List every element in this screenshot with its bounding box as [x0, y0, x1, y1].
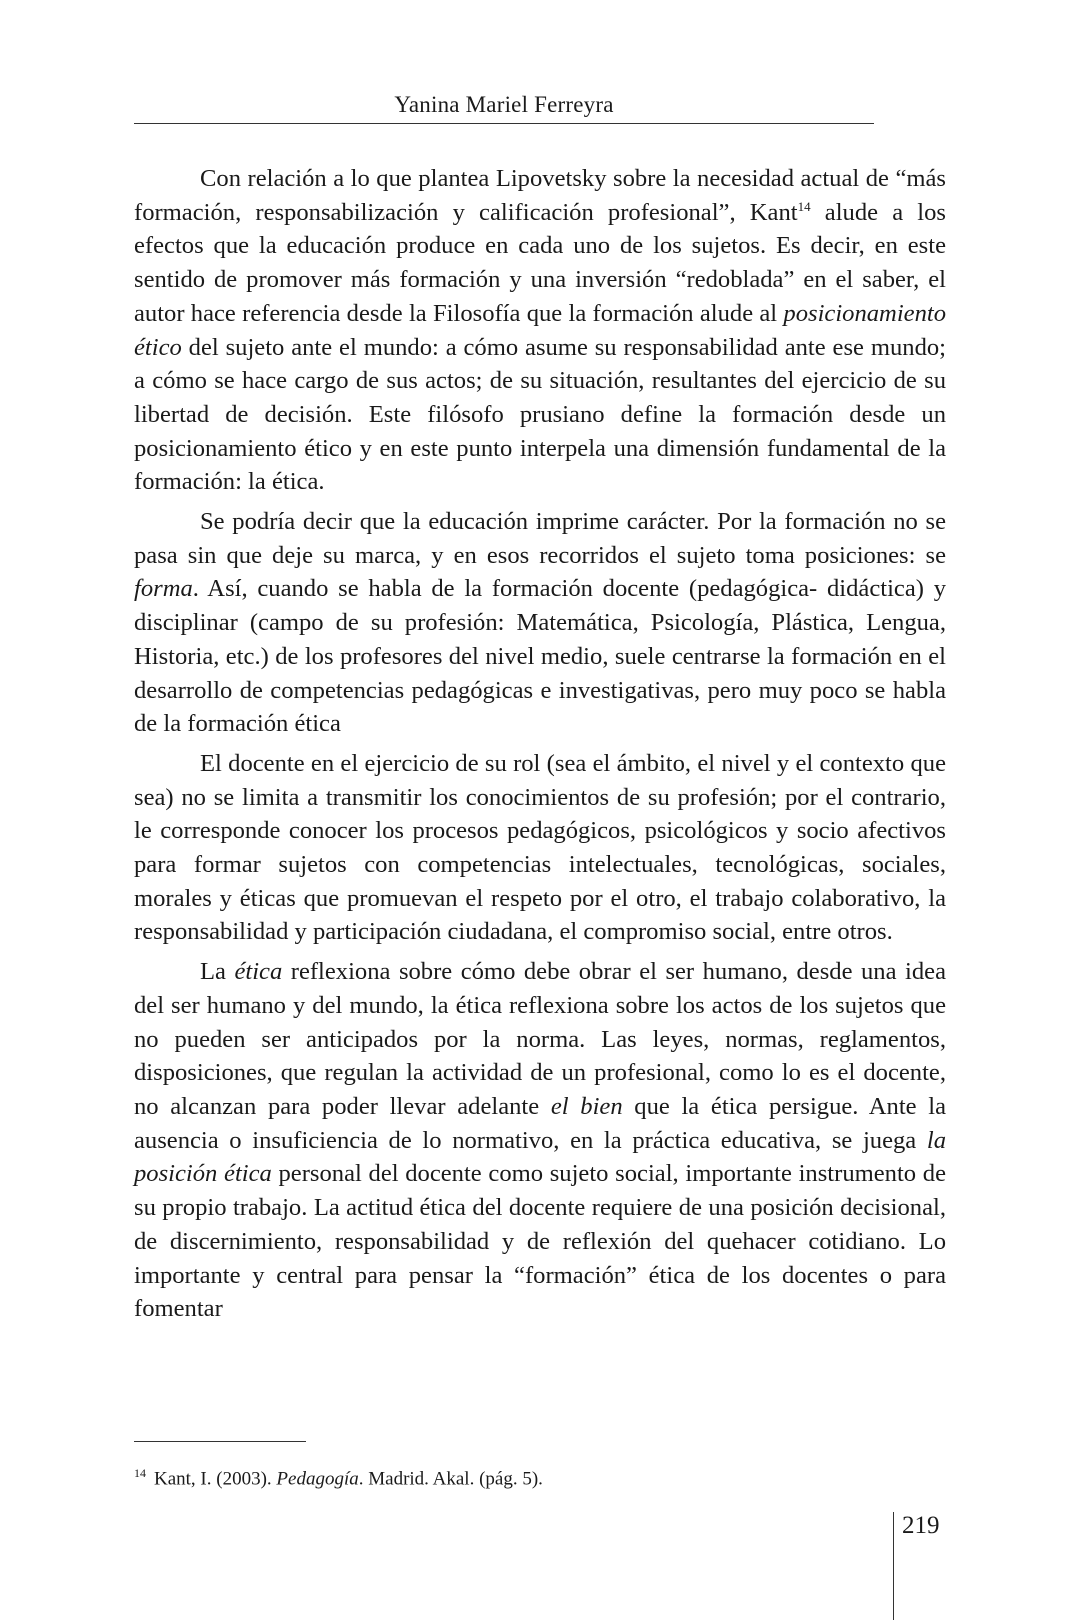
header-rule	[134, 123, 874, 124]
emphasis-forma: forma	[134, 575, 193, 603]
emphasis-posicionamiento-etico: posicionamiento ético	[134, 299, 946, 361]
footnote-text: . Madrid. Akal. (pág. 5).	[358, 1468, 543, 1490]
page-number: 219	[902, 1512, 940, 1539]
text-segment: reflexiona sobre cómo debe obrar el ser humano, desde una idea del ser humano y del mundo, la ética reflexiona sobre los actos de los sujetos que no pueden ser anticipados por la norma. Las leyes, normas, reglamentos, disposiciones, que regulan la actividad de un profesional, como lo es el docente, no alcanzan para poder llevar adelante	[134, 958, 946, 1120]
emphasis-la-posicion-etica: la posición ética	[134, 1126, 946, 1188]
emphasis-el-bien: el bien	[550, 1092, 623, 1120]
footnote-rule	[134, 1441, 306, 1442]
body-text	[134, 162, 946, 1332]
running-header: Yanina Mariel Ferreyra	[394, 92, 614, 117]
text-segment: La	[200, 958, 235, 986]
footnote-title: Pedagogía	[276, 1468, 359, 1490]
text-segment: El docente en el ejercicio de su rol (sea el ámbito, el nivel y el contexto que sea) no se limita a transmitir los conocimientos de su profesión; por el contrario, le corresponde conocer los procesos pedagógicos, psicológicos y socio afectivos para formar sujetos con competencias intelectuales, tecnológicas, sociales, morales y éticas que promuevan el respeto por el otro, el trabajo colaborativo, la responsabilidad y participación ciudadana, el compromiso social, entre otros.	[134, 749, 946, 946]
text-segment: alude a los efectos que la educación produce en cada uno de los sujetos. Es decir, en este sentido de promover más formación y una inversión “redoblada” en el saber, el autor hace referencia desde la Filosofía que la formación alude al	[134, 198, 947, 327]
footnote	[134, 1466, 946, 1490]
paragraph-4	[134, 955, 946, 1326]
footnote-text: Kant, I. (2003).	[154, 1468, 277, 1490]
text-segment: Se podría decir que la educación imprime carácter. Por la formación no se pasa sin que deje su marca, y en esos recorridos el sujeto toma posiciones: se	[134, 508, 946, 569]
paragraph-3	[134, 747, 946, 949]
footnote-reference: 14	[797, 198, 811, 214]
paragraph-1	[134, 162, 946, 499]
page-number-divider	[893, 1512, 894, 1620]
footnote-number: 14	[134, 1466, 146, 1480]
text-segment: que la ética persigue. Ante la ausencia o insuficiencia de lo normativo, en la práctica educativa, se juega	[134, 1092, 946, 1154]
text-segment: Con relación a lo que plantea Lipovetsky sobre la necesidad actual de “más formación, responsabilización y calificación profesional”, Kant	[134, 165, 946, 226]
text-segment: . Así, cuando se habla de la formación docente (pedagógica- didáctica) y disciplinar (campo de su profesión: Matemática, Psicología, Plástica, Lengua, Historia, etc.) de los profesores del nivel medio, suele centrarse la formación en el desarrollo de competencias pedagógicas e investigativas, pero muy poco se habla de la formación ética	[134, 575, 946, 738]
emphasis-etica: ética	[234, 958, 283, 986]
text-segment: personal del docente como sujeto social, importante instrumento de su propio trabajo. La actitud ética del docente requiere de una posición decisional, de discernimiento, responsabilidad y de reflexión del quehacer cotidiano. Lo importante y central para pensar la “formación” ética de los docentes o para fomentar	[134, 1160, 946, 1323]
paragraph-2	[134, 505, 946, 741]
text-segment: del sujeto ante el mundo: a cómo asume su responsabilidad ante ese mundo; a cómo se hace cargo de sus actos; de su situación, resultantes del ejercicio de su libertad de decisión. Este filósofo prusiano define la formación desde un posicionamiento ético y en este punto interpela una dimensión fundamental de la formación: la ética.	[134, 333, 946, 496]
